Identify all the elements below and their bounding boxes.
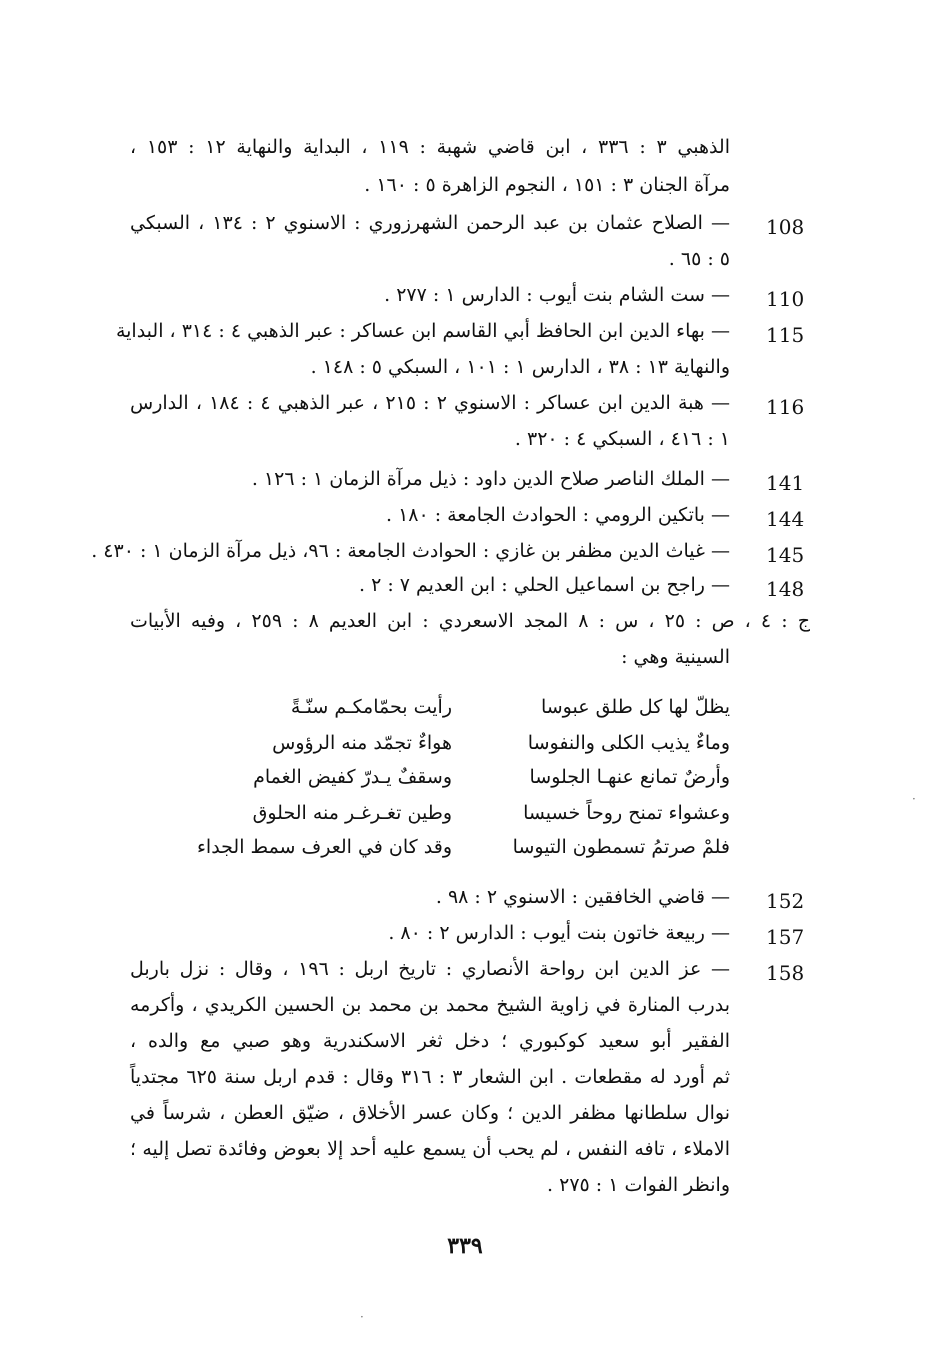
text-line: الاملاء ، تافه النفس ، لم يحب أن يسمع عليه أحد إلا بعوض وفائدة تصل إليه ؛	[130, 1138, 730, 1160]
text-line: ١ : ٤١٦ ، السبكي ٤ : ٣٢٠ .	[514, 428, 730, 450]
text-line: الفقير أبو سعيد كوكبوري ؛ دخل ثغر الاسكندرية وهو صبي مع والده ،	[130, 1030, 730, 1052]
text-line: — غياث الدين مظفر بن غازي : الحوادث الجامعة : ٩٦، ذيل مرآة الزمان ١ : ٤٣٠ .	[91, 540, 730, 562]
entry-number: 157	[766, 925, 805, 949]
text-line: ٥ : ٦٥ .	[668, 248, 730, 270]
text-line: نوال سلطانها مظفر الدين ؛ وكان عسر الأخلاق ، ضيّق العطن ، شرساً في	[130, 1102, 730, 1124]
entry-number: 148	[766, 577, 805, 601]
text-line: — بهاء الدين ابن الحافظ أبي القاسم ابن عساكر : عبر الذهبي ٤ : ٣١٤ ، البداية	[115, 320, 730, 342]
verse-hemistich: وماءٌ يذيب الكلى والنفوسا	[527, 732, 730, 754]
text-line: — عز الدين ابن رواحة الأنصاري : تاريخ اربل : ١٩٦ ، وقال : نزل باربل	[130, 958, 730, 980]
verse-hemistich: فلمْ صرتمُ تسمطون التيوسا	[512, 836, 730, 858]
verse-hemistich: وقد كان في العرف سمط الجداء	[196, 836, 452, 858]
text-line: ثم أورد له مقطعات . ابن الشعار ٣ : ٣١٦ وقال : قدم اربل سنة ٦٢٥ مجتدياً	[130, 1066, 731, 1088]
scan-speck: ·	[912, 792, 916, 806]
verse-hemistich: هواءٌ تجمّد منه الرؤوس	[272, 732, 452, 754]
verse-hemistich: يظلّ لها كل طلق عبوسا	[540, 696, 730, 718]
text-line: — راجح بن اسماعيل الحلي : ابن العديم ٧ : ٢ .	[358, 574, 730, 596]
text-line: مرآة الجنان ٣ : ١٥١ ، النجوم الزاهرة ٥ : ١٦٠ .	[364, 174, 730, 196]
verse-hemistich: وسقفٌ يـدرّ كفيض الغمام	[253, 766, 452, 788]
text-line: ج : ٤ ، ص : ٢٥ ، س : ٨ المجد الاسعردي : ابن العديم ٨ : ٢٥٩ ، وفيه الأبيات	[130, 610, 810, 632]
page-number: ٣٣٩	[447, 1233, 483, 1259]
text-line: — هبة الدين ابن عساكر : الاسنوي ٢ : ٢١٥ ، عبر الذهبي ٤ : ١٨٤ ، الدارس	[130, 392, 731, 414]
entry-number: 110	[766, 287, 805, 311]
scan-speck: ·	[360, 1310, 364, 1324]
text-line: — الصلاح عثمان بن عبد الرحمن الشهرزوري : الاسنوي ٢ : ١٣٤ ، السبكي	[130, 212, 730, 234]
entry-number: 144	[766, 507, 805, 531]
verse-hemistich: رأيت بحمّامكـم سنّـةً	[290, 696, 452, 718]
entry-number: 115	[766, 323, 805, 347]
text-line: — باتكين الرومي : الحوادث الجامعة : ١٨٠ .	[385, 504, 730, 526]
verse-hemistich: وعشواء تمنح روحاً خسيسا	[523, 802, 730, 824]
text-line: وانظر الفوات ١ : ٢٧٥ .	[547, 1174, 730, 1196]
text-line: — ست الشام بنت أيوب : الدارس ١ : ٢٧٧ .	[384, 284, 730, 306]
entry-number: 141	[766, 471, 805, 495]
verse-hemistich: وأرضٌ تمانع عنهـا الجلوسا	[529, 766, 730, 788]
text-line: والنهاية ١٣ : ٣٨ ، الدارس ١ : ١٠١ ، السبكي ٥ : ١٤٨ .	[310, 356, 730, 378]
verse-hemistich: وطين تغـرغـر منه الحلوق	[252, 802, 452, 824]
text-line: الذهبي ٣ : ٣٣٦ ، ابن قاضي شهبة : ١١٩ ، البداية والنهاية ١٢ : ١٥٣ ،	[130, 136, 731, 158]
text-line: — قاضي الخافقين : الاسنوي ٢ : ٩٨ .	[435, 886, 730, 908]
text-line: السينية وهي :	[621, 646, 730, 668]
text-line: بدرب المنارة في زاوية الشيخ محمد بن محمد بن الحسين الكريدي ، وأكرمه	[130, 994, 730, 1016]
text-line: — ربيعة خاتون بنت أيوب : الدارس ٢ : ٨٠ .	[388, 922, 730, 944]
entry-number: 108	[766, 215, 805, 239]
entry-number: 116	[766, 395, 805, 419]
entry-number: 152	[766, 889, 805, 913]
text-line: — الملك الناصر صلاح الدين داود : ذيل مرآة الزمان ١ : ١٢٦ .	[251, 468, 730, 490]
entry-number: 145	[766, 543, 805, 567]
entry-number: 158	[766, 961, 805, 985]
